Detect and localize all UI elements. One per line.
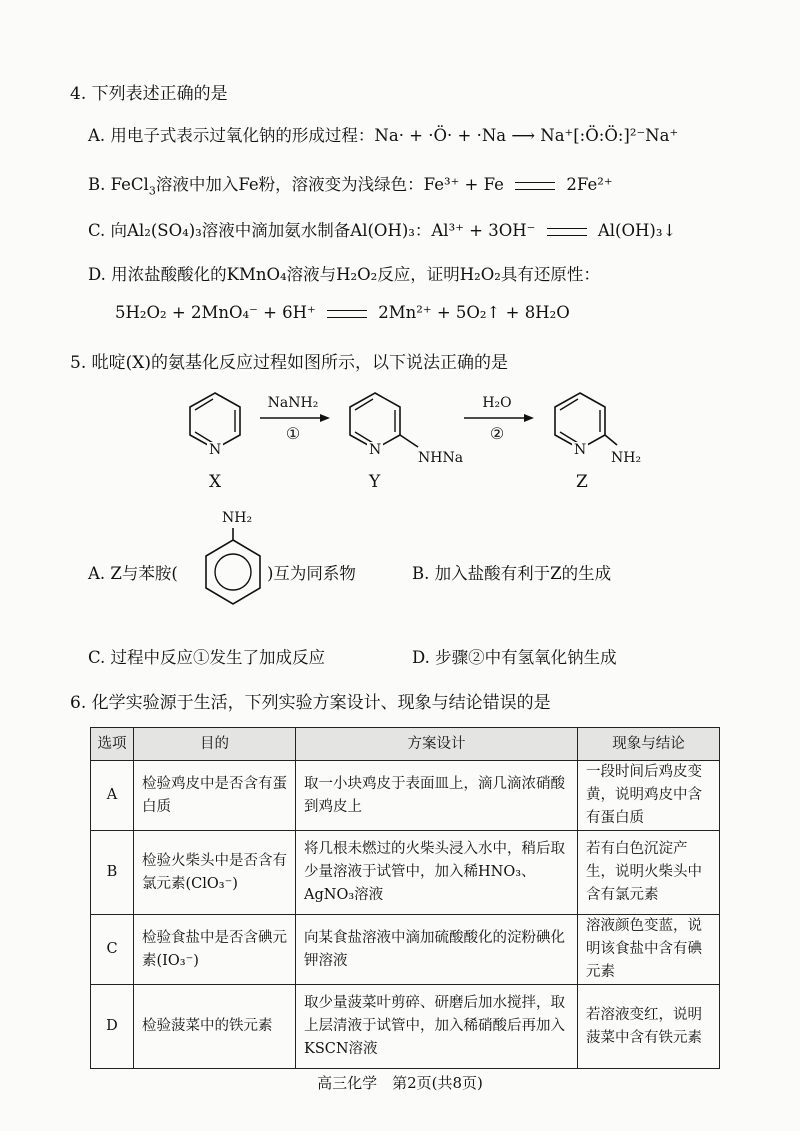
ring-nitrogen-label: N <box>209 442 222 458</box>
row-purpose: 检验食盐中是否含碘元素(IO₃⁻) <box>134 915 296 985</box>
equals-sign <box>327 310 367 318</box>
reaction-arrow-1 <box>258 412 332 424</box>
molecule-y-label: Y <box>369 472 381 492</box>
row-design: 取少量菠菜叶剪碎、研磨后加水搅拌，取上层清液于试管中，加入稀硝酸后再加入KSCN溶液 <box>296 985 578 1069</box>
aniline-nh2-label: NH₂ <box>222 510 253 526</box>
q4-option-a: A. 用电子式表示过氧化钠的形成过程：Na· + ·Ö· + ·Na ⟶ Na⁺[:Ö:Ö:]²⁻Na⁺ <box>88 126 679 145</box>
q4-option-d: D. 用浓盐酸酸化的KMnO₄溶液与H₂O₂反应，证明H₂O₂具有还原性： <box>88 265 600 284</box>
step1-number: ① <box>285 424 301 443</box>
row-design: 将几根未燃过的火柴头浸入水中，稍后取少量溶液于试管中，加入稀HNO₃、AgNO₃溶液 <box>296 831 578 915</box>
q5-option-a-suffix: )互为同系物 <box>267 564 356 583</box>
ring-nitrogen-label: N <box>369 442 382 458</box>
q6-stem: 6. 化学实验源于生活，下列实验方案设计、现象与结论错误的是 <box>70 693 551 713</box>
row-option: B <box>91 831 134 915</box>
row-result: 溶液颜色变蓝，说明该食盐中含有碘元素 <box>578 915 720 985</box>
step1-reagent: NaNH₂ <box>267 395 319 411</box>
row-design: 向某食盐溶液中滴加硫酸酸化的淀粉碘化钾溶液 <box>296 915 578 985</box>
q5-stem: 5. 吡啶(X)的氨基化反应过程如图所示，以下说法正确的是 <box>70 353 508 373</box>
molecule-x-label: X <box>209 472 222 492</box>
reaction-arrow: ⟶ <box>511 126 536 145</box>
header-purpose: 目的 <box>134 728 296 761</box>
row-option: D <box>91 985 134 1069</box>
q5-option-d: D. 步骤②中有氢氧化钠生成 <box>412 648 617 667</box>
table-row <box>91 915 720 985</box>
row-option: C <box>91 915 134 985</box>
q4-option-d-equation: 5H₂O₂ + 2MnO₄⁻ + 6H⁺ 2Mn²⁺ + 5O₂↑ + 8H₂O <box>115 303 570 322</box>
step2-reagent: H₂O <box>482 395 512 411</box>
page-footer: 高三化学 第2页(共8页) <box>317 1074 483 1092</box>
q4-stem: 4. 下列表述正确的是 <box>70 84 228 104</box>
row-result: 一段时间后鸡皮变黄，说明鸡皮中含有蛋白质 <box>578 761 720 831</box>
q5-option-c: C. 过程中反应①发生了加成反应 <box>88 648 326 667</box>
nhna-group-label: NHNa <box>418 450 464 466</box>
step2-number: ② <box>489 424 505 443</box>
header-design: 方案设计 <box>296 728 578 761</box>
row-result: 若有白色沉淀产生，说明火柴头中含有氯元素 <box>578 831 720 915</box>
table-row <box>91 761 720 831</box>
row-purpose: 检验菠菜中的铁元素 <box>134 985 296 1069</box>
aniline-structure <box>198 526 268 612</box>
q5-option-b: B. 加入盐酸有利于Z的生成 <box>412 564 612 583</box>
nh2-group-label: NH₂ <box>611 450 642 466</box>
equals-sign <box>515 182 555 190</box>
q4-option-c: C. 向Al₂(SO₄)₃溶液中滴加氨水制备Al(OH)₃：Al³⁺ + 3OH⁻ Al(OH)₃↓ <box>88 221 677 240</box>
row-result: 若溶液变红，说明菠菜中含有铁元素 <box>578 985 720 1069</box>
row-purpose: 检验火柴头中是否含有氯元素(ClO₃⁻) <box>134 831 296 915</box>
header-result: 现象与结论 <box>578 728 720 761</box>
row-design: 取一小块鸡皮于表面皿上，滴几滴浓硝酸到鸡皮上 <box>296 761 578 831</box>
pyridine-x-structure <box>180 385 250 475</box>
reaction-arrow-2 <box>462 412 536 424</box>
q5-option-a-prefix: A. Z与苯胺( <box>88 564 178 583</box>
table-row <box>91 831 720 915</box>
molecule-z-label: Z <box>576 472 588 492</box>
table-row <box>91 985 720 1069</box>
header-option: 选项 <box>91 728 134 761</box>
experiment-table <box>90 727 720 1069</box>
row-option: A <box>91 761 134 831</box>
row-purpose: 检验鸡皮中是否含有蛋白质 <box>134 761 296 831</box>
equals-sign <box>547 228 587 236</box>
table-header-row <box>91 728 720 761</box>
q4-option-b: B. FeCl$_3$溶液中加入Fe粉，溶液变为浅绿色：Fe³⁺ + Fe 2Fe²⁺ <box>88 175 613 198</box>
ring-nitrogen-label: N <box>574 442 587 458</box>
